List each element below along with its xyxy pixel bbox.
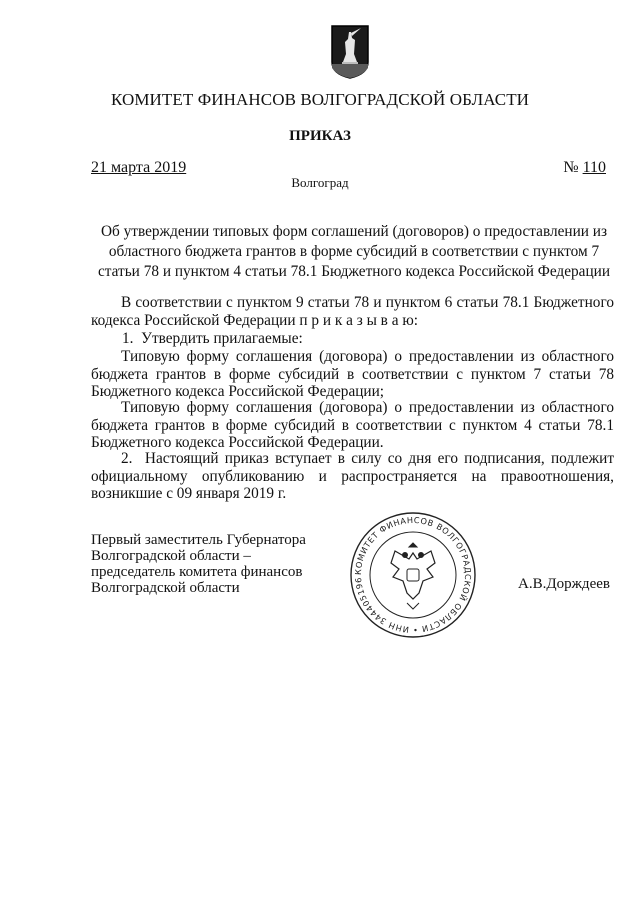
seal-text: КОМИТЕТ ФИНАНСОВ ВОЛГОГРАДСКОЙ ОБЛАСТИ • ИНН 344405196 <box>352 514 474 636</box>
form-1-paragraph: Типовую форму соглашения (договора) о предоставлении из областного бюджета грантов в форме субсидий в соответствии с пунктом 7 статьи 78 Бюджетного кодекса Российской Федерации; <box>91 348 614 400</box>
signatory-title-line: Первый заместитель Губернатора <box>91 532 306 548</box>
subject-line: статьи 78 и пунктом 4 статьи 78.1 Бюджетного кодекса Российской Федерации <box>97 263 611 280</box>
signatory-title <box>91 532 306 596</box>
signatory-title-line: Волгоградской области <box>91 580 240 596</box>
committee-name: КОМИТЕТ ФИНАНСОВ ВОЛГОГРАДСКОЙ ОБЛАСТИ <box>110 90 530 109</box>
order-subject <box>90 222 618 282</box>
order-date: 21 марта 2019 <box>91 159 187 176</box>
signatory-title-line: председатель комитета финансов <box>91 564 303 580</box>
preamble-paragraph: В соответствии с пунктом 9 статьи 78 и пунктом 6 статьи 78.1 Бюджетного кодекса Российской Федерации п р и к а з ы в а ю: <box>91 294 614 329</box>
form-2-paragraph: Типовую форму соглашения (договора) о предоставлении из областного бюджета грантов в форме субсидий в соответствии с пунктом 4 статьи 78.1 Бюджетного кодекса Российской Федерации. <box>91 399 614 451</box>
document-type: ПРИКАЗ <box>289 128 351 144</box>
item-1: 1. Утвердить прилагаемые: <box>122 330 303 347</box>
subject-line: областного бюджета грантов в форме субсидий в соответствии с пунктом 7 <box>108 243 600 260</box>
city: Волгоград <box>291 175 349 190</box>
signatory-name: А.В.Дорждеев <box>518 576 610 592</box>
number-sign: № <box>563 159 579 176</box>
double-headed-eagle-icon <box>391 543 435 609</box>
subject-line: Об утверждении типовых форм соглашений (договоров) о предоставлении из <box>100 223 608 240</box>
item-2-paragraph: 2. Настоящий приказ вступает в силу со дня его подписания, подлежит официальному опубликованию и распространяется на правоотношения, возникшие с 09 января 2019 г. <box>91 450 614 502</box>
signatory-title-line: Волгоградской области – <box>91 548 251 564</box>
coat-of-arms-icon <box>330 24 370 80</box>
official-seal <box>349 511 477 639</box>
number-value: 110 <box>582 159 606 176</box>
